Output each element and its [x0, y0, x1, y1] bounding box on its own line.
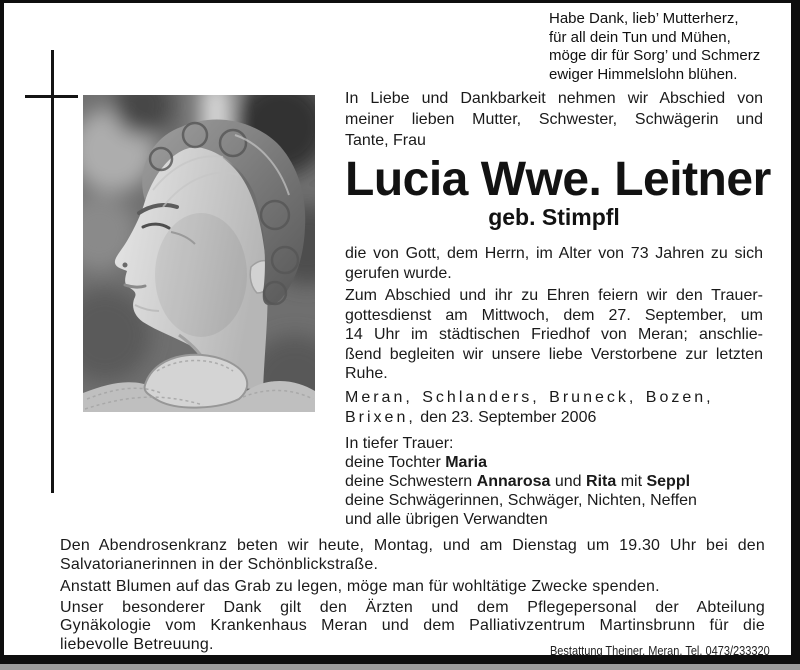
- portrait-photo-svg: [83, 95, 315, 412]
- service-line: gottesdienst am Mittwoch, dem 27. September, um: [345, 306, 763, 324]
- thanks-line: Unser besonderer Dank gilt den Ärzten und dem Pflegepersonal der Abteilung: [60, 598, 765, 616]
- deceased-name: Lucia Wwe. Leitner: [345, 153, 771, 206]
- dateline-cities: Meran, Schlanders, Bruneck, Bozen,: [345, 388, 714, 406]
- cross-vertical-bar: [51, 50, 54, 493]
- dateline: [345, 388, 763, 429]
- flowers-line: Anstatt Blumen auf das Grab zu legen, möge man für wohltätige Zwecke spenden.: [60, 578, 660, 595]
- dateline-date: [345, 408, 763, 429]
- service-line: Ruhe.: [345, 365, 388, 382]
- mourner-name: Seppl: [646, 472, 691, 490]
- mourner-line: deine Schwestern Annarosa und Rita mit Seppl: [345, 472, 691, 490]
- intro-line: In Liebe und Dankbarkeit nehmen wir Abschied von: [345, 90, 763, 107]
- rosary-line: Salvatorianerinnen in der Schönblickstraße.: [60, 555, 379, 573]
- announcement-column: [345, 88, 771, 529]
- mourner-line: deine Schwägerinnen, Schwäger, Nichten, Neffen: [345, 491, 697, 509]
- mourner-name: Maria: [445, 453, 488, 471]
- mourners-heading: In tiefer Trauer:: [345, 434, 454, 452]
- thanks-line: liebevolle Betreuung.: [60, 635, 214, 653]
- service-line: ßend begleiten wir unsere liebe Verstorbene zur letzten: [345, 345, 763, 363]
- mourners-section: [345, 434, 763, 529]
- verse-line: ewiger Himmelslohn blühen.: [549, 65, 738, 83]
- called-paragraph: [345, 244, 763, 283]
- dateline-rest: den 23. September 2006: [415, 409, 597, 426]
- flowers-paragraph: [60, 578, 765, 597]
- thanks-line: Gynäkologie vom Krankenhaus Meran und dem Palliativzentrum Martinsbrunn für die: [60, 617, 765, 634]
- called-line: gerufen wurde.: [345, 264, 452, 282]
- notices-section: [60, 537, 765, 654]
- deceased-birth-name: geb. Stimpfl: [488, 204, 620, 230]
- portrait-photo: [83, 95, 315, 412]
- funeral-home-line: Bestattung Theiner, Meran, Tel. 0473/233320: [550, 644, 770, 658]
- verse-line: für all dein Tun und Mühen,: [549, 28, 731, 46]
- rosary-line: Den Abendrosenkranz beten wir heute, Montag, und am Dienstag um 19.30 Uhr bei den: [60, 537, 765, 554]
- scan-edge-strip: [0, 664, 800, 670]
- memorial-verse: [549, 10, 760, 84]
- mourner-name: Rita: [586, 472, 617, 490]
- mourner-line: und alle übrigen Verwandten: [345, 510, 548, 528]
- mourner-name: Annarosa: [476, 472, 551, 490]
- intro-line: Tante, Frau: [345, 132, 426, 149]
- mourner-line: deine Tochter Maria: [345, 453, 488, 471]
- service-line: Zum Abschied und ihr zu Ehren feiern wir den Trauer-: [345, 287, 763, 304]
- service-paragraph: [345, 286, 763, 384]
- intro-line: meiner lieben Mutter, Schwester, Schwägerin und: [345, 111, 763, 128]
- verse-line: möge dir für Sorg’ und Schmerz: [549, 47, 761, 64]
- verse-line: Habe Dank, lieb’ Mutterherz,: [549, 10, 739, 27]
- dateline-city2: Brixen,: [345, 409, 416, 426]
- service-line: 14 Uhr im städtischen Friedhof von Meran; anschlie-: [345, 326, 763, 343]
- called-line: die von Gott, dem Herrn, im Alter von 73 Jahren zu sich: [345, 245, 763, 262]
- rosary-paragraph: [60, 537, 765, 574]
- intro-paragraph: [345, 88, 763, 151]
- cross-horizontal-bar: [25, 95, 78, 98]
